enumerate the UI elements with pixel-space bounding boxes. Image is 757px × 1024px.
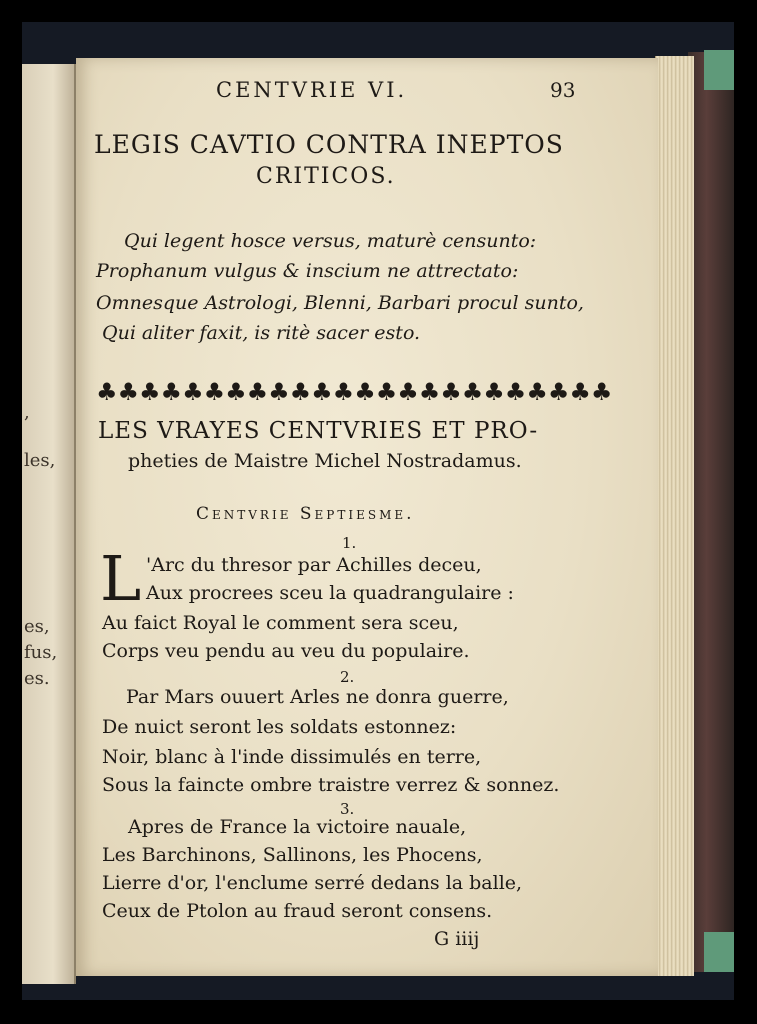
- verse-line: Ceux de Ptolon au fraud seront consens.: [102, 900, 493, 922]
- title-line-2: CRITICOS.: [256, 164, 396, 189]
- epigram-line: Omnesque Astrologi, Blenni, Barbari procul sunto,: [96, 292, 584, 314]
- verse-line: Lierre d'or, l'enclume serré dedans la balle,: [102, 872, 523, 894]
- page-edges: [655, 56, 694, 976]
- verse-line: Par Mars ouuert Arles ne donra guerre,: [126, 686, 509, 708]
- book-photo: [22, 22, 734, 1000]
- verse-line: Apres de France la victoire nauale,: [128, 816, 467, 838]
- verse-line: Au faict Royal le comment sera sceu,: [102, 612, 459, 634]
- facing-page: [22, 64, 76, 984]
- epigram-line: Qui aliter faxit, is ritè sacer esto.: [102, 322, 421, 344]
- quatrain-number: 3.: [340, 800, 355, 818]
- signature-mark: G iiij: [434, 928, 480, 950]
- title-line-1: LEGIS CAVTIO CONTRA INEPTOS: [94, 130, 564, 159]
- running-head: CENTVRIE VI.: [216, 78, 408, 102]
- facing-page-fragment: es.: [24, 668, 50, 689]
- drop-cap: L: [100, 542, 142, 615]
- verse-line: 'Arc du thresor par Achilles deceu,: [146, 554, 482, 576]
- century-title: Centvrie Septiesme.: [196, 504, 415, 524]
- heading-line-2: pheties de Maistre Michel Nostradamus.: [128, 450, 522, 472]
- quatrain-number: 2.: [340, 668, 355, 686]
- heading-line-1: LES VRAYES CENTVRIES ET PRO-: [98, 418, 539, 444]
- epigram-line: Prophanum vulgus & inscium ne attrectato:: [96, 260, 519, 282]
- verse-line: De nuict seront les soldats estonnez:: [102, 716, 457, 738]
- facing-page-fragment: es,: [24, 616, 50, 637]
- verse-line: Les Barchinons, Sallinons, les Phocens,: [102, 844, 483, 866]
- book-page: [76, 58, 658, 976]
- binding-corner-bottom: [704, 932, 734, 972]
- verse-line: Aux procrees sceu la quadrangulaire :: [146, 582, 514, 604]
- verse-line: Corps veu pendu au veu du populaire.: [102, 640, 470, 662]
- facing-page-fragment: ,: [24, 402, 30, 423]
- quatrain-number: 1.: [342, 534, 357, 552]
- verse-line: Sous la faincte ombre traistre verrez & sonnez.: [102, 774, 560, 796]
- page-number: 93: [550, 78, 576, 102]
- decorative-border: ♣♣♣♣♣♣♣♣♣♣♣♣♣♣♣♣♣♣♣♣♣♣♣♣: [96, 378, 613, 406]
- facing-page-fragment: les,: [24, 450, 56, 471]
- verse-line: Noir, blanc à l'inde dissimulés en terre,: [102, 746, 482, 768]
- binding-corner-top: [704, 50, 734, 90]
- facing-page-fragment: fus,: [24, 642, 58, 663]
- epigram-line: Qui legent hosce versus, maturè censunto:: [124, 230, 537, 252]
- book-binding: [688, 52, 734, 972]
